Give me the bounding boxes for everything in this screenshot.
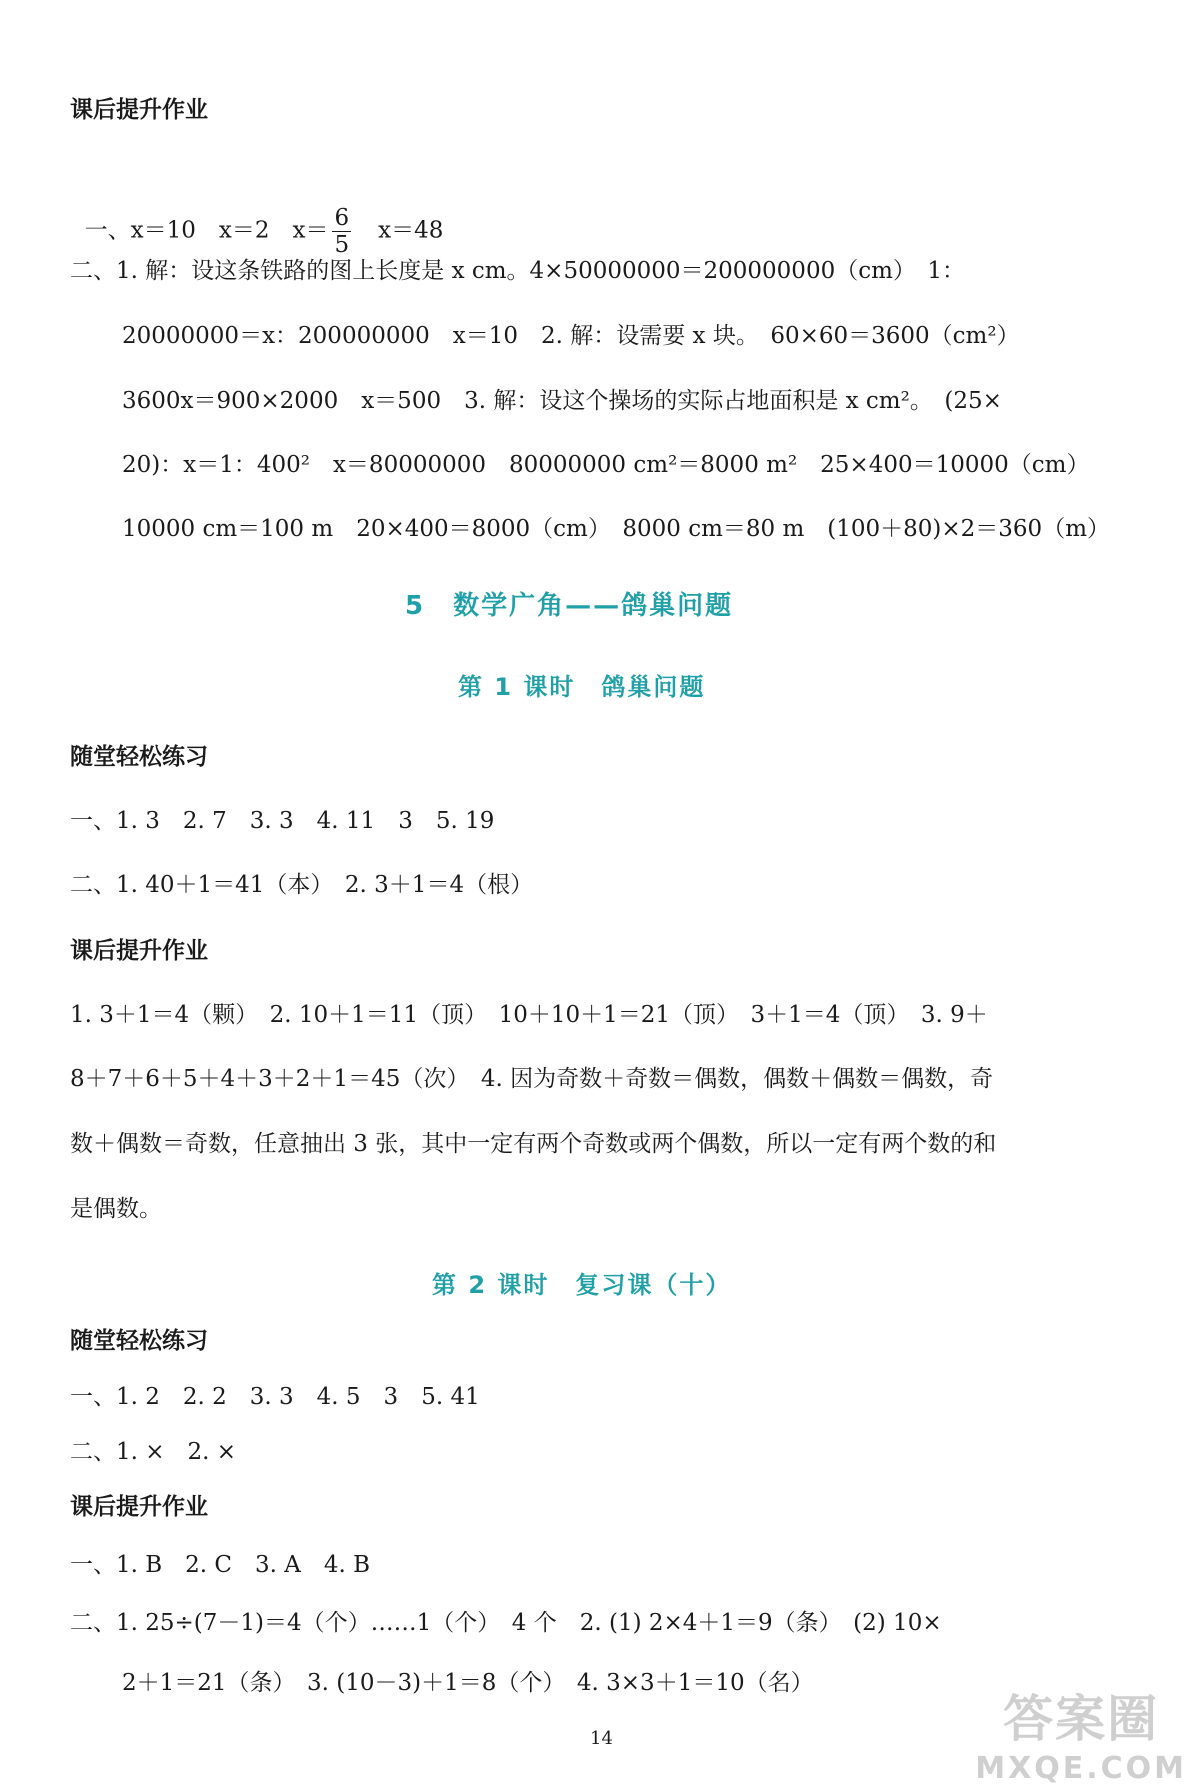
fraction-numerator: 6 bbox=[334, 205, 350, 231]
answer-line: 一、1. 3 2. 7 3. 3 4. 11 3 5. 19 bbox=[70, 808, 495, 834]
answer-line: 一、1. B 2. C 3. A 4. B bbox=[70, 1552, 371, 1578]
answer-line: 3600x＝900×2000 x＝500 3. 解：设这个操场的实际占地面积是 x cm²。 (25× bbox=[122, 388, 1002, 414]
answer-line: 二、1. 解：设这条铁路的图上长度是 x cm。4×50000000＝200000000（cm） 1： bbox=[70, 258, 966, 284]
answer-line: 是偶数。 bbox=[70, 1196, 162, 1222]
answer-line: 8＋7＋6＋5＋4＋3＋2＋1＝45（次） 4. 因为奇数＋奇数＝偶数，偶数＋偶数＝偶数，奇 bbox=[70, 1066, 994, 1092]
answer-text: x＝48 bbox=[355, 217, 444, 244]
section-heading: 随堂轻松练习 bbox=[70, 744, 208, 770]
site-watermark bbox=[975, 1679, 1187, 1786]
fraction-denominator: 5 bbox=[334, 232, 350, 258]
lesson-title: 第 1 课时 鸽巢问题 bbox=[458, 673, 706, 701]
answer-line: 20)：x＝1：400² x＝80000000 80000000 cm²＝8000 m² 25×400＝10000（cm） bbox=[122, 452, 1090, 478]
answer-line: 10000 cm＝100 m 20×400＝8000（cm） 8000 cm＝80 m (100＋80)×2＝360（m） bbox=[122, 516, 1111, 542]
chapter-title: 5 数学广角——鸽巢问题 bbox=[405, 591, 734, 621]
answer-line: 二、1. 40＋1＝41（本） 2. 3＋1＝4（根） bbox=[70, 872, 534, 898]
section-heading: 课后提升作业 bbox=[70, 938, 208, 964]
answer-line: 数＋偶数＝奇数，任意抽出 3 张，其中一定有两个奇数或两个偶数，所以一定有两个数的和 bbox=[70, 1131, 997, 1157]
answer-line: 一、1. 2 2. 2 3. 3 4. 5 3 5. 41 bbox=[70, 1384, 480, 1410]
lesson-title: 第 2 课时 复习课（十） bbox=[432, 1271, 732, 1299]
answer-line: 1. 3＋1＝4（颗） 2. 10＋1＝11（顶） 10＋10＋1＝21（顶） 3＋1＝4（顶） 3. 9＋ bbox=[70, 1002, 988, 1028]
answer-line bbox=[70, 175, 443, 258]
watermark-logo: 答案圈 bbox=[1003, 1690, 1160, 1748]
page-number: 14 bbox=[590, 1728, 613, 1749]
section-heading: 随堂轻松练习 bbox=[70, 1328, 208, 1354]
watermark-url: MXQE.COM bbox=[975, 1751, 1187, 1786]
answer-line: 20000000＝x：200000000 x＝10 2. 解：设需要 x 块。 60×60＝3600（cm²） bbox=[122, 323, 1020, 349]
answer-line: 二、1. × 2. × bbox=[70, 1439, 237, 1465]
section-heading: 课后提升作业 bbox=[70, 1494, 208, 1520]
fraction bbox=[332, 205, 351, 258]
answer-line: 2＋1＝21（条） 3. (10－3)＋1＝8（个） 4. 3×3＋1＝10（名） bbox=[122, 1670, 814, 1696]
section-heading: 课后提升作业 bbox=[70, 97, 208, 123]
answer-text: 一、x＝10 x＝2 x＝ bbox=[84, 217, 329, 244]
answer-line: 二、1. 25÷(7－1)＝4（个）……1（个） 4 个 2. (1) 2×4＋1＝9（条） (2) 10× bbox=[70, 1610, 942, 1636]
